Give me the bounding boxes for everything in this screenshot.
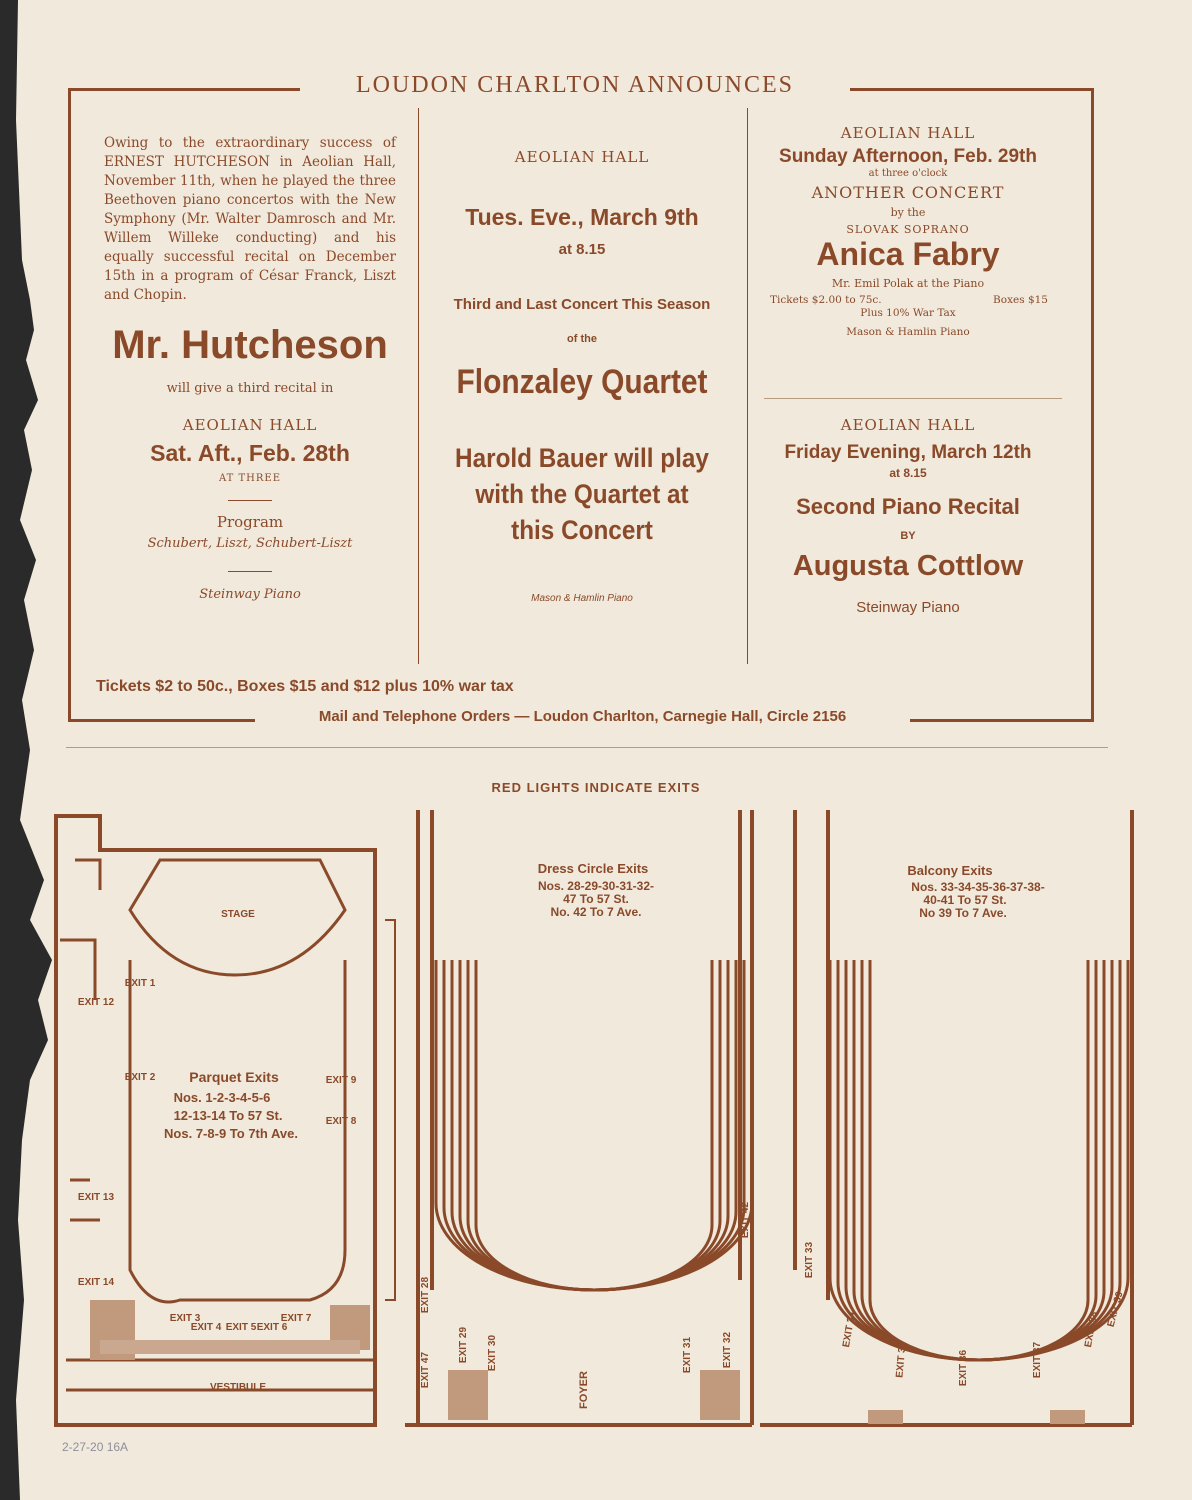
bauer-note: Harold Bauer will play with the Quartet at this Concert	[455, 443, 709, 545]
concert-date: Sunday Afternoon, Feb. 29th	[779, 146, 1037, 167]
dress-circle-tracks	[436, 960, 752, 1290]
exit-label: EXIT 3	[169, 1313, 201, 1324]
balcony-line-2: 40-41 To 57 St.	[923, 893, 1007, 907]
recital-title: Second Piano Recital	[796, 494, 1020, 519]
stair	[868, 1410, 903, 1424]
another-concert: ANOTHER CONCERT	[811, 183, 1005, 202]
stair	[700, 1370, 740, 1420]
balcony-line-1: Nos. 33-34-35-36-37-38-	[911, 880, 1045, 894]
column-divider	[418, 108, 419, 664]
concert-date: Tues. Eve., March 9th	[465, 204, 699, 230]
box-prices: Boxes $15	[993, 294, 1048, 306]
separator	[66, 747, 1108, 748]
side-wall	[385, 920, 395, 1300]
divider	[764, 398, 1062, 399]
dress-line-2: 47 To 57 St.	[563, 892, 629, 906]
exit-label: EXIT 42	[740, 1201, 751, 1239]
exit-label: EXIT 4	[190, 1322, 222, 1333]
ticket-prices: Tickets $2.00 to 75c.	[770, 294, 882, 306]
dress-track	[452, 960, 736, 1290]
foyer-label: FOYER	[578, 1371, 590, 1409]
exit-label: EXIT 47	[420, 1351, 431, 1389]
parquet-line-1: Nos. 1-2-3-4-5-6	[173, 1090, 271, 1105]
dress-line-1: Nos. 28-29-30-31-32-	[537, 879, 655, 893]
piano-credit: Mason & Hamlin Piano	[531, 593, 633, 604]
exit-label: EXIT 34	[840, 1310, 859, 1349]
lobby-band	[100, 1340, 360, 1354]
piano-credit: Steinway Piano	[199, 587, 301, 602]
fabry-name: Anica Fabry	[816, 236, 1000, 272]
exit-label: EXIT 29	[458, 1326, 469, 1364]
balcony-track	[838, 960, 1120, 1360]
parquet-line-2: 12-13-14 To 57 St.	[173, 1108, 283, 1123]
hutcheson-intro: Owing to the extraordinary success of ERNEST HUTCHESON in Aeolian Hall, November 11th, when he played the three Beethoven piano concertos with the New Symphony (Mr. Walter Damrosch and Mr. Willem Willeke conducting) and his equally successful recital on December 15th in a program of César Franck, Liszt and Chopin.	[104, 135, 396, 303]
exit-label: EXIT 7	[280, 1313, 312, 1324]
piano-credit: Mason & Hamlin Piano	[846, 326, 970, 338]
venue: AEOLIAN HALL	[840, 416, 976, 434]
concert-time: at three o'clock	[868, 168, 948, 179]
concert-time: AT THREE	[218, 473, 282, 484]
dress-track	[444, 960, 744, 1290]
balcony-track	[870, 960, 1088, 1360]
war-tax: Plus 10% War Tax	[860, 307, 956, 319]
balcony-track	[862, 960, 1096, 1360]
column-divider	[747, 108, 748, 664]
balcony-track	[830, 960, 1128, 1360]
exit-label: EXIT 5	[225, 1322, 257, 1333]
divider	[228, 571, 272, 572]
dress-line-3: No. 42 To 7 Ave.	[550, 905, 642, 919]
by-the: by the	[890, 206, 926, 219]
balcony-line-3: No 39 To 7 Ave.	[919, 906, 1007, 920]
concert-time: at 8.15	[558, 241, 606, 258]
margin-note: 2-27-20 16A	[62, 1440, 129, 1454]
stage-label: STAGE	[221, 909, 255, 920]
exit-label: EXIT 6	[256, 1322, 288, 1333]
fabry-column	[758, 124, 1058, 338]
exit-label: EXIT 32	[722, 1331, 733, 1369]
dress-track	[436, 960, 752, 1290]
exit-label: EXIT 8	[325, 1116, 357, 1127]
by: BY	[900, 530, 916, 542]
concert-date: Sat. Aft., Feb. 28th	[150, 440, 350, 466]
cottlow-column	[758, 416, 1058, 616]
exit-label: EXIT 38	[1082, 1310, 1101, 1349]
recital-notice: will give a third recital in	[166, 381, 334, 396]
venue: AEOLIAN HALL	[840, 124, 976, 142]
piano-credit: Steinway Piano	[856, 599, 960, 616]
mail-orders-line: Mail and Telephone Orders — Loudon Charlton, Carnegie Hall, Circle 2156	[318, 708, 847, 725]
quartet-name: Flonzaley Quartet	[456, 363, 708, 401]
tickets-line: Tickets $2 to 50c., Boxes $15 and $12 plus 10% war tax	[96, 678, 514, 695]
program-label: Program	[216, 513, 284, 531]
exit-label: EXIT 31	[682, 1336, 693, 1374]
parquet-title: Parquet Exits	[189, 1069, 279, 1085]
stair	[1050, 1410, 1085, 1424]
balcony-track	[854, 960, 1104, 1360]
exit-label: EXIT 9	[325, 1075, 357, 1086]
exit-label: EXIT 14	[77, 1277, 115, 1288]
concert-date: Friday Evening, March 12th	[784, 442, 1032, 463]
hutcheson-column	[104, 134, 396, 604]
concert-time: at 8.15	[889, 466, 927, 480]
exit-label: EXIT 30	[487, 1334, 498, 1372]
balcony-track	[846, 960, 1112, 1360]
parquet-line-3: Nos. 7-8-9 To 7th Ave.	[164, 1126, 298, 1141]
flonzaley-column	[432, 148, 732, 608]
exit-label: EXIT 35	[894, 1341, 909, 1379]
exit-label: EXIT 2	[124, 1072, 156, 1083]
exit-label: EXIT 37	[1032, 1341, 1043, 1379]
soprano-label: SLOVAK SOPRANO	[846, 223, 970, 236]
season-note: Third and Last Concert This Season	[453, 296, 711, 313]
exit-label: EXIT 12	[77, 997, 115, 1008]
dress-track	[476, 960, 712, 1290]
dress-title: Dress Circle Exits	[537, 861, 649, 876]
venue: AEOLIAN HALL	[514, 148, 650, 166]
accompanist: Mr. Emil Polak at the Piano	[831, 277, 985, 290]
balcony-title: Balcony Exits	[907, 863, 993, 878]
exit-label: EXIT 36	[958, 1349, 969, 1387]
vestibule-label: VESTIBULE	[209, 1382, 267, 1393]
exit-label: EXIT 13	[77, 1192, 115, 1203]
exit-label: EXIT 28	[420, 1276, 431, 1314]
program: Schubert, Liszt, Schubert-Liszt	[147, 536, 353, 551]
dress-track	[468, 960, 720, 1290]
balcony-tracks	[830, 960, 1128, 1360]
stair	[448, 1370, 488, 1420]
cottlow-name: Augusta Cottlow	[792, 550, 1024, 582]
dress-track	[460, 960, 728, 1290]
exit-label: EXIT 1	[124, 978, 156, 989]
exits-title: RED LIGHTS INDICATE EXITS	[491, 780, 701, 795]
exit-label: EXIT 39	[1105, 1290, 1126, 1329]
parquet-exit-labels	[78, 978, 357, 1333]
announcement-header: LOUDON CHARLTON ANNOUNCES	[355, 72, 795, 98]
hutcheson-name: Mr. Hutcheson	[112, 323, 388, 367]
exit-label: EXIT 33	[804, 1241, 815, 1279]
floor-plans	[0, 800, 1192, 1500]
divider	[228, 500, 272, 501]
balcony-exit-labels	[804, 1242, 1126, 1387]
of-the: of the	[567, 333, 597, 345]
venue: AEOLIAN HALL	[182, 416, 318, 434]
